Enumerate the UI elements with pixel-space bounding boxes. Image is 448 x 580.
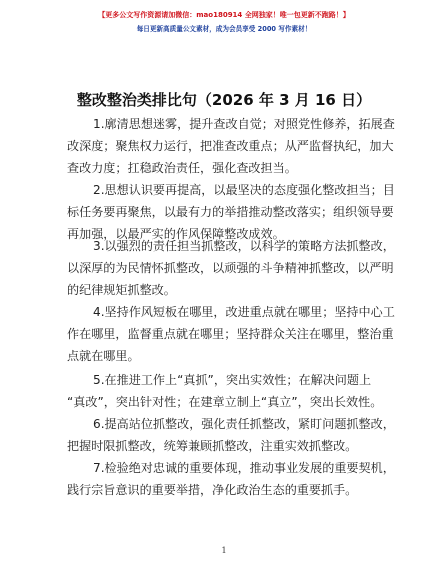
paragraph-line: 以深厚的为民情怀抓整改，以顽强的斗争精神抓整改，以严明 [67,261,394,275]
paragraph-line: 3.以强烈的责任担当抓整改，以科学的策略方法抓整改， [93,239,395,253]
paragraph-line: 改深度；聚焦权力运行，把准查改重点；从严监督执纪，加大 [67,139,394,153]
paragraph-4 [67,301,395,367]
promo-banner-line-2: 每日更新高质量公文素材，成为会员享受 2000 写作素材！ [136,25,312,33]
paragraph-7 [67,457,395,501]
paragraph-line: 作在哪里，监督重点就在哪里；坚持群众关注在哪里，整治重 [67,327,394,341]
paragraph-line: 7.检验绝对忠诚的重要体现，推动事业发展的重要契机， [93,461,395,475]
paragraph-line: “真改”，突出针对性；在建章立制上“真立”，突出长效性。 [67,395,383,409]
page-number: 1 [221,546,227,555]
paragraph-line: 标任务要再聚焦，以最有力的举措推动整改落实；组织领导要 [67,205,394,219]
paragraph-line: 2.思想认识要再提高，以最坚决的态度强化整改担当；目 [93,183,395,197]
paragraph-6 [67,413,395,457]
paragraph-1 [67,113,395,179]
paragraph-line: 践行宗旨意识的重要举措，净化政治生态的重要抓手。 [67,483,358,497]
paragraph-line: 把握时限抓整改，统筹兼顾抓整改，注重实效抓整改。 [67,439,358,453]
paragraph-line: 4.坚持作风短板在哪里，改进重点就在哪里；坚持中心工 [93,305,395,319]
paragraph-5 [67,369,392,413]
paragraph-line: 查改力度；扛稳政治责任，强化查改担当。 [67,161,297,175]
paragraph-line: 6.提高站位抓整改，强化责任抓整改，紧盯问题抓整改， [93,417,395,431]
paragraph-line: 1.廓清思想迷雾，提升查改自觉；对照党性修养，拓展查 [93,117,395,131]
paragraph-line: 再加强，以最严实的作风保障整改成效。 [67,227,285,241]
paragraph-line: 5.在推进工作上“真抓”，突出实效性；在解决问题上 [93,373,372,387]
document-title: 整改整治类排比句（2026 年 3 月 16 日） [76,91,372,109]
promo-banner-line-1: 【更多公文写作资源请加微信：mao180914 全网独家！唯一包更新不跑路！】 [98,11,350,19]
paragraph-3 [67,235,395,301]
paragraph-line: 点就在哪里。 [67,349,140,363]
paragraph-line: 的纪律规矩抓整改。 [67,283,176,297]
